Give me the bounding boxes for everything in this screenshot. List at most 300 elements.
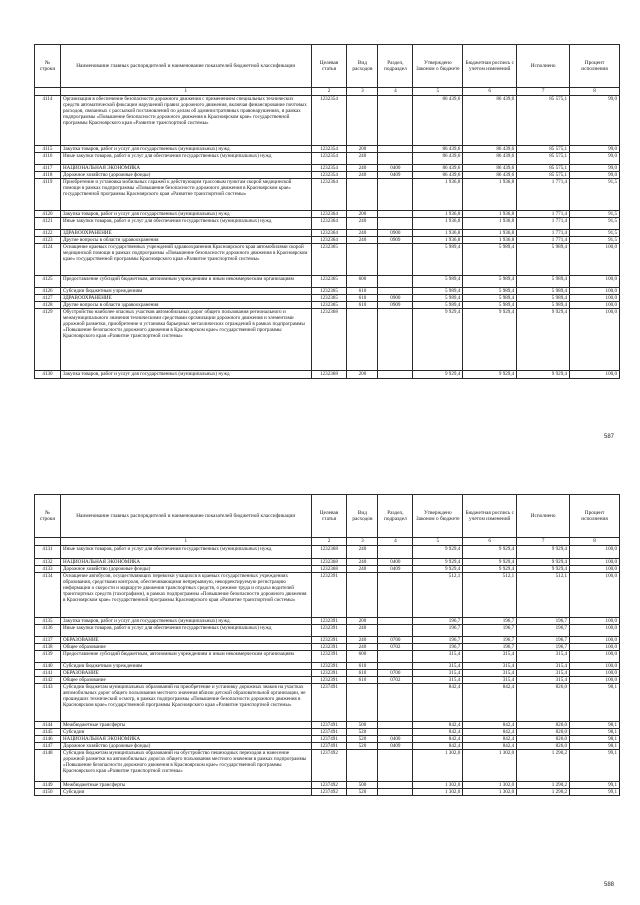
row-name: ОБРАЗОВАНИЕ <box>61 637 312 644</box>
row-approved: 196,7 <box>413 625 463 637</box>
row-approved: 842,4 <box>413 736 463 743</box>
row-budget-schedule: 842,4 <box>463 729 517 736</box>
table-row <box>35 546 620 559</box>
row-percent: 91,5 <box>570 179 620 211</box>
row-approved: 9 929,4 <box>413 309 463 371</box>
row-approved: 315,4 <box>413 677 463 684</box>
row-budget-schedule: 315,4 <box>463 663 517 670</box>
row-executed: 1 771,4 <box>517 237 570 244</box>
row-executed: 196,7 <box>517 637 570 644</box>
row-name: Субсидии <box>61 729 312 736</box>
row-budget-schedule: 5 989,4 <box>463 244 517 276</box>
row-section <box>378 179 413 211</box>
header-section: Раздел, подраздел <box>378 495 413 538</box>
table-row <box>35 230 620 237</box>
row-number: 4116 <box>35 153 61 165</box>
row-budget-schedule: 1 936,8 <box>463 230 517 237</box>
row-approved: 86 439,6 <box>413 153 463 165</box>
table-row <box>35 789 620 796</box>
row-percent: 100,0 <box>570 566 620 573</box>
row-number: 4142 <box>35 677 61 684</box>
header-approved: Утверждено Законом о бюджете <box>413 495 463 538</box>
row-executed: 1 290,2 <box>517 789 570 796</box>
row-approved: 5 989,4 <box>413 276 463 288</box>
row-section: 0400 <box>378 736 413 743</box>
column-number: 3 <box>347 538 378 546</box>
row-percent: 100,0 <box>570 651 620 663</box>
row-percent: 99,1 <box>570 789 620 796</box>
table-row <box>35 179 620 211</box>
row-percent: 100,0 <box>570 677 620 684</box>
column-number: 7 <box>517 88 570 96</box>
row-number: 4140 <box>35 663 61 670</box>
row-target-article: 1232354 <box>312 96 348 146</box>
row-executed: 85 575,1 <box>517 146 570 153</box>
row-approved: 5 989,4 <box>413 302 463 309</box>
row-approved: 842,4 <box>413 722 463 729</box>
column-number <box>35 88 61 96</box>
row-executed: 826,0 <box>517 729 570 736</box>
row-name: Субсидии <box>61 789 312 796</box>
row-target-article: 1232365 <box>312 295 348 302</box>
header-row-number: № строки <box>35 45 61 88</box>
row-name: Оснащение краевых государственных учреждений здравоохранения Красноярского края автомобилями скорой медицинской помощи в рамках подпрограммы «Повышение безопасности дорожного движения в Красноярском крае» государственной программы Красноярского края «Развитие транспортной системы» <box>61 244 312 276</box>
table-row <box>35 663 620 670</box>
row-budget-schedule: 86 439,6 <box>463 96 517 146</box>
row-expense-type: 520 <box>347 729 378 736</box>
row-expense-type: 240 <box>347 218 378 230</box>
row-name: ОБРАЗОВАНИЕ <box>61 670 312 677</box>
column-number: 8 <box>570 538 620 546</box>
table-row <box>35 677 620 684</box>
row-section <box>378 782 413 789</box>
row-name: ЗДРАВООХРАНЕНИЕ <box>61 295 312 302</box>
header-section: Раздел, подраздел <box>378 45 413 88</box>
row-percent: 91,5 <box>570 211 620 218</box>
row-number: 4117 <box>35 165 61 172</box>
row-budget-schedule: 86 439,6 <box>463 165 517 172</box>
row-section <box>378 573 413 618</box>
table-row <box>35 244 620 276</box>
row-percent: 100,0 <box>570 625 620 637</box>
header-executed: Исполнено <box>517 495 570 538</box>
row-percent: 99,0 <box>570 165 620 172</box>
row-executed: 5 989,4 <box>517 302 570 309</box>
page-number: 588 <box>603 882 614 888</box>
row-approved: 9 929,4 <box>413 559 463 566</box>
row-expense-type: 240 <box>347 566 378 573</box>
row-budget-schedule: 512,1 <box>463 573 517 618</box>
row-target-article: 1232364 <box>312 230 348 237</box>
row-executed: 826,0 <box>517 684 570 722</box>
row-section <box>378 722 413 729</box>
row-percent: 91,5 <box>570 218 620 230</box>
row-percent: 99,1 <box>570 750 620 782</box>
row-name: Другие вопросы в области здравоохранения <box>61 237 312 244</box>
row-number: 4141 <box>35 670 61 677</box>
row-number: 4131 <box>35 546 61 559</box>
row-approved: 1 302,0 <box>413 789 463 796</box>
row-number: 4118 <box>35 172 61 179</box>
row-section <box>378 684 413 722</box>
row-percent: 98,1 <box>570 736 620 743</box>
table-row <box>35 566 620 573</box>
column-number: 5 <box>413 538 463 546</box>
row-executed: 1 771,4 <box>517 179 570 211</box>
row-target-article: 1232365 <box>312 244 348 276</box>
row-executed: 5 989,4 <box>517 295 570 302</box>
row-number: 4127 <box>35 295 61 302</box>
row-section <box>378 789 413 796</box>
row-percent: 99,0 <box>570 146 620 153</box>
row-approved: 1 936,8 <box>413 179 463 211</box>
row-budget-schedule: 842,4 <box>463 722 517 729</box>
row-percent: 98,1 <box>570 743 620 750</box>
row-name: Дорожное хозяйство (дорожные фонды) <box>61 172 312 179</box>
column-number: 2 <box>312 88 348 96</box>
row-expense-type: 610 <box>347 663 378 670</box>
row-budget-schedule: 86 439,6 <box>463 146 517 153</box>
row-budget-schedule: 5 989,4 <box>463 288 517 295</box>
row-budget-schedule: 9 929,4 <box>463 566 517 573</box>
table-row <box>35 743 620 750</box>
column-number: 5 <box>413 88 463 96</box>
row-name: Иные закупки товаров, работ и услуг для обеспечения государственных (муниципальных) нужд <box>61 153 312 165</box>
row-expense-type: 610 <box>347 295 378 302</box>
row-section <box>378 625 413 637</box>
row-section: 0400 <box>378 165 413 172</box>
row-approved: 1 936,8 <box>413 218 463 230</box>
column-numbers-row <box>35 538 620 546</box>
table-row <box>35 644 620 651</box>
row-number: 4128 <box>35 302 61 309</box>
header-approved: Утверждено Законом о бюджете <box>413 45 463 88</box>
row-approved: 196,7 <box>413 618 463 625</box>
row-expense-type: 240 <box>347 165 378 172</box>
header-percent: Процент исполнения <box>570 45 620 88</box>
row-executed: 1 290,2 <box>517 750 570 782</box>
table-row <box>35 96 620 146</box>
row-percent: 99,0 <box>570 96 620 146</box>
row-budget-schedule: 842,4 <box>463 684 517 722</box>
header-executed: Исполнено <box>517 45 570 88</box>
row-target-article: 1232364 <box>312 211 348 218</box>
column-number: 4 <box>378 538 413 546</box>
budget-table-page-588 <box>34 494 620 796</box>
row-number: 4136 <box>35 625 61 637</box>
row-target-article: 1232368 <box>312 546 348 559</box>
row-name: Оснащение автобусов, осуществляющих перевозки учащихся в краевых государственных учреждениях образования, средствами контроля, обеспечивающими непрерывную, некорректируемую регистрацию информации о скорости и маршруте движения транспортных средств, о режиме труда и отдыха водителей транспортных средств (тахографами), в рамках подпрограммы «Повышение безопасности дорожного движения в Красноярском крае» государственной программы Красноярского края «Развитие транспортной системы» <box>61 573 312 618</box>
row-name: Иные закупки товаров, работ и услуг для обеспечения государственных (муниципальных) нужд <box>61 546 312 559</box>
row-executed: 1 771,4 <box>517 211 570 218</box>
row-executed: 9 929,4 <box>517 559 570 566</box>
row-percent: 100,0 <box>570 244 620 276</box>
row-approved: 1 302,0 <box>413 750 463 782</box>
column-number: 3 <box>347 88 378 96</box>
row-approved: 196,7 <box>413 637 463 644</box>
table-body <box>35 546 620 796</box>
row-section: 0909 <box>378 302 413 309</box>
row-target-article: 1232354 <box>312 146 348 153</box>
row-number: 4145 <box>35 729 61 736</box>
row-expense-type: 500 <box>347 722 378 729</box>
row-section: 0409 <box>378 172 413 179</box>
row-percent: 91,5 <box>570 237 620 244</box>
table-row <box>35 172 620 179</box>
row-approved: 842,4 <box>413 729 463 736</box>
row-executed: 196,7 <box>517 625 570 637</box>
row-budget-schedule: 196,7 <box>463 644 517 651</box>
row-number: 4120 <box>35 211 61 218</box>
table-header <box>35 45 620 88</box>
row-expense-type: 520 <box>347 736 378 743</box>
table-row <box>35 573 620 618</box>
row-section <box>378 153 413 165</box>
row-expense-type: 240 <box>347 559 378 566</box>
row-expense-type <box>347 684 378 722</box>
row-name: Дорожное хозяйство (дорожные фонды) <box>61 566 312 573</box>
row-approved: 86 439,6 <box>413 165 463 172</box>
row-expense-type: 200 <box>347 211 378 218</box>
row-target-article: 1232368 <box>312 371 348 379</box>
row-percent: 100,0 <box>570 644 620 651</box>
table-header <box>35 495 620 538</box>
row-name: Иные закупки товаров, работ и услуг для обеспечения государственных (муниципальных) нужд <box>61 218 312 230</box>
header-row-number: № строки <box>35 495 61 538</box>
row-expense-type: 240 <box>347 153 378 165</box>
column-number: 8 <box>570 88 620 96</box>
table-row <box>35 637 620 644</box>
row-name: Закупка товаров, работ и услуг для государственных (муниципальных) нужд <box>61 618 312 625</box>
row-section <box>378 371 413 379</box>
row-budget-schedule: 9 929,4 <box>463 309 517 371</box>
header-percent: Процент исполнения <box>570 495 620 538</box>
row-number: 4123 <box>35 237 61 244</box>
row-percent: 100,0 <box>570 618 620 625</box>
row-number: 4144 <box>35 722 61 729</box>
row-executed: 9 929,4 <box>517 371 570 379</box>
row-executed: 315,4 <box>517 651 570 663</box>
row-executed: 196,7 <box>517 618 570 625</box>
row-section: 0409 <box>378 566 413 573</box>
row-section <box>378 309 413 371</box>
row-name: Закупка товаров, работ и услуг для государственных (муниципальных) нужд <box>61 371 312 379</box>
table-row <box>35 309 620 371</box>
table-row <box>35 276 620 288</box>
header-name: Наименование главных распорядителей и наименование показателей бюджетной классификации <box>61 495 312 538</box>
row-name: Общее образование <box>61 644 312 651</box>
row-percent: 100,0 <box>570 371 620 379</box>
column-number: 4 <box>378 88 413 96</box>
table-row <box>35 684 620 722</box>
row-expense-type: 610 <box>347 677 378 684</box>
row-approved: 9 929,4 <box>413 566 463 573</box>
row-expense-type: 200 <box>347 371 378 379</box>
row-percent: 100,0 <box>570 546 620 559</box>
row-number: 4143 <box>35 684 61 722</box>
row-number: 4126 <box>35 288 61 295</box>
row-name: ЗДРАВООХРАНЕНИЕ <box>61 230 312 237</box>
row-target-article: 1232391 <box>312 644 348 651</box>
row-approved: 1 936,8 <box>413 211 463 218</box>
row-name: Приобретение и установка мобильных гаражей к действующим трассовым пунктам скорой медицинской помощи в рамках подпрограммы «Повышение безопасности дорожного движения в Красноярском крае» государственной программы Красноярского края «Развитие транспортной системы» <box>61 179 312 211</box>
table-row <box>35 237 620 244</box>
column-number: 1 <box>61 88 312 96</box>
row-target-article: 1232391 <box>312 573 348 618</box>
table-row <box>35 618 620 625</box>
row-percent: 100,0 <box>570 288 620 295</box>
row-number: 4133 <box>35 566 61 573</box>
row-budget-schedule: 315,4 <box>463 670 517 677</box>
row-approved: 5 989,4 <box>413 288 463 295</box>
row-section: 0700 <box>378 670 413 677</box>
header-expense-type: Вид расходов <box>347 45 378 88</box>
row-approved: 842,4 <box>413 743 463 750</box>
row-budget-schedule: 1 302,0 <box>463 789 517 796</box>
row-target-article: 1232368 <box>312 566 348 573</box>
row-section <box>378 218 413 230</box>
table-row <box>35 670 620 677</box>
row-percent: 100,0 <box>570 295 620 302</box>
row-section: 0702 <box>378 677 413 684</box>
row-approved: 9 929,4 <box>413 546 463 559</box>
row-number: 4130 <box>35 371 61 379</box>
row-budget-schedule: 842,4 <box>463 736 517 743</box>
row-budget-schedule: 315,4 <box>463 651 517 663</box>
row-name: НАЦИОНАЛЬНАЯ ЭКОНОМИКА <box>61 559 312 566</box>
row-percent: 98,1 <box>570 684 620 722</box>
row-budget-schedule: 196,7 <box>463 637 517 644</box>
row-target-article: 1232364 <box>312 218 348 230</box>
table-row <box>35 625 620 637</box>
row-expense-type <box>347 573 378 618</box>
row-percent: 100,0 <box>570 276 620 288</box>
row-budget-schedule: 1 302,0 <box>463 782 517 789</box>
row-section: 0409 <box>378 743 413 750</box>
row-target-article: 1232391 <box>312 677 348 684</box>
row-percent: 98,1 <box>570 729 620 736</box>
row-approved: 512,1 <box>413 573 463 618</box>
row-target-article: 1237491 <box>312 743 348 750</box>
table-row <box>35 211 620 218</box>
table-row <box>35 651 620 663</box>
table-row <box>35 146 620 153</box>
row-budget-schedule: 1 936,8 <box>463 218 517 230</box>
row-target-article: 1237491 <box>312 684 348 722</box>
row-approved: 9 929,4 <box>413 371 463 379</box>
row-percent: 100,0 <box>570 309 620 371</box>
row-name: Предоставление субсидий бюджетным, автономным учреждениям и иным некоммерческим организациям <box>61 276 312 288</box>
row-number: 4147 <box>35 743 61 750</box>
row-section <box>378 729 413 736</box>
table-row <box>35 729 620 736</box>
table-row <box>35 559 620 566</box>
row-name: Предоставление субсидий бюджетным, автономным учреждениям и иным некоммерческим организациям <box>61 651 312 663</box>
row-percent: 100,0 <box>570 637 620 644</box>
row-name: НАЦИОНАЛЬНАЯ ЭКОНОМИКА <box>61 165 312 172</box>
row-section <box>378 276 413 288</box>
row-number: 4122 <box>35 230 61 237</box>
row-approved: 315,4 <box>413 663 463 670</box>
row-expense-type: 240 <box>347 644 378 651</box>
row-approved: 86 439,6 <box>413 146 463 153</box>
page-number: 587 <box>603 434 614 440</box>
row-expense-type: 520 <box>347 789 378 796</box>
table-row <box>35 782 620 789</box>
row-name: Общее образование <box>61 677 312 684</box>
row-number: 4138 <box>35 644 61 651</box>
row-executed: 315,4 <box>517 677 570 684</box>
row-approved: 1 936,8 <box>413 230 463 237</box>
row-executed: 85 575,1 <box>517 153 570 165</box>
row-expense-type: 240 <box>347 237 378 244</box>
row-name: Субсидии бюджетным учреждениям <box>61 663 312 670</box>
row-target-article: 1237492 <box>312 782 348 789</box>
row-section <box>378 663 413 670</box>
row-budget-schedule: 9 929,4 <box>463 371 517 379</box>
row-expense-type: 500 <box>347 782 378 789</box>
row-number: 4149 <box>35 782 61 789</box>
row-budget-schedule: 5 989,4 <box>463 302 517 309</box>
row-executed: 9 929,4 <box>517 566 570 573</box>
row-target-article: 1232391 <box>312 637 348 644</box>
row-number: 4121 <box>35 218 61 230</box>
column-numbers-row <box>35 88 620 96</box>
row-executed: 85 575,1 <box>517 172 570 179</box>
row-number: 4150 <box>35 789 61 796</box>
row-approved: 1 302,0 <box>413 782 463 789</box>
table-row <box>35 153 620 165</box>
column-number: 6 <box>463 88 517 96</box>
table-row <box>35 722 620 729</box>
row-section <box>378 651 413 663</box>
table-row <box>35 302 620 309</box>
row-target-article: 1237491 <box>312 729 348 736</box>
row-name: Закупка товаров, работ и услуг для государственных (муниципальных) нужд <box>61 146 312 153</box>
row-budget-schedule: 1 936,8 <box>463 237 517 244</box>
row-expense-type: 610 <box>347 670 378 677</box>
row-percent: 99,0 <box>570 172 620 179</box>
table-row <box>35 736 620 743</box>
row-target-article: 1232365 <box>312 302 348 309</box>
row-number: 4125 <box>35 276 61 288</box>
column-number: 1 <box>61 538 312 546</box>
header-budget-schedule: Бюджетная роспись с учетом изменений <box>463 495 517 538</box>
row-executed: 1 771,4 <box>517 218 570 230</box>
row-name: Субсидии бюджетным учреждениям <box>61 288 312 295</box>
row-section: 0702 <box>378 644 413 651</box>
row-name: Обустройство наиболее опасных участков автомобильных дорог общего пользования регионального и межмуниципального значения техническими средствами организации дорожного движения и элементами дорожной разметки, приобретение и установка барьерных металлических ограждений в рамках подпрограммы «Повышение безопасности дорожного движения в Красноярском крае» государственной программы Красноярского края «Развитие транспортной системы» <box>61 309 312 371</box>
row-percent: 100,0 <box>570 302 620 309</box>
row-expense-type: 600 <box>347 276 378 288</box>
row-expense-type: 610 <box>347 302 378 309</box>
row-target-article: 1232391 <box>312 670 348 677</box>
row-target-article: 1237491 <box>312 736 348 743</box>
row-number: 4124 <box>35 244 61 276</box>
row-expense-type <box>347 750 378 782</box>
row-name: Другие вопросы в области здравоохранения <box>61 302 312 309</box>
row-expense-type: 610 <box>347 288 378 295</box>
row-expense-type: 240 <box>347 625 378 637</box>
row-name: Субсидии бюджетам муниципальных образований на приобретение и установку дорожных знаков на участках автомобильных дорог общего пользования местного значения вблизи детской образовательной организации, не прошедших технический осмотр, в рамках подпрограммы «Повышение безопасности дорожного движения в Красноярском крае» государственной программы Красноярского края «Развитие транспортной системы» <box>61 684 312 722</box>
row-expense-type: 600 <box>347 651 378 663</box>
row-section <box>378 146 413 153</box>
row-section: 0909 <box>378 237 413 244</box>
row-expense-type: 240 <box>347 546 378 559</box>
table-row <box>35 295 620 302</box>
row-section: 0900 <box>378 295 413 302</box>
column-number: 7 <box>517 538 570 546</box>
